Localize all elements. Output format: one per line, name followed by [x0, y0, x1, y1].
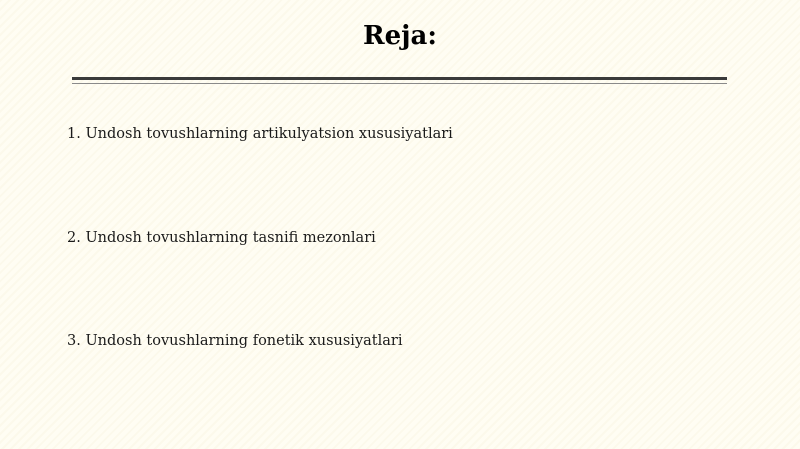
plan-item [67, 331, 402, 351]
plan-item-text: Undosh tovushlarning artikulyatsion xususiyatlari [85, 126, 453, 142]
plan-item [67, 228, 376, 248]
plan-item [67, 124, 453, 144]
plan-item-text: Undosh tovushlarning fonetik xususiyatlari [85, 333, 403, 349]
title-divider-thin [72, 83, 727, 84]
plan-item-text: Undosh tovushlarning tasnifi mezonlari [85, 230, 376, 246]
plan-item-number: 1. [67, 126, 81, 142]
plan-item-number: 3. [67, 333, 81, 349]
slide-title: Reja: [362, 21, 437, 51]
plan-item-number: 2. [67, 230, 81, 246]
title-divider-thick [72, 77, 727, 80]
